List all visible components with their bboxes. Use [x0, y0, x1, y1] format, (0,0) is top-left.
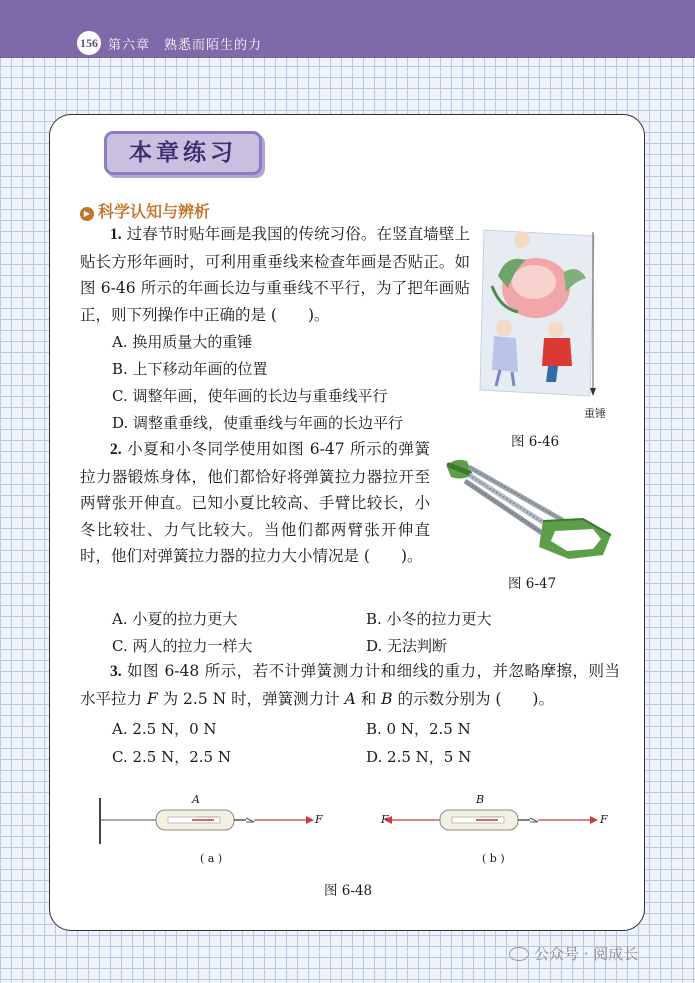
figure-6-47-caption: 图 6-47 [508, 576, 557, 592]
question-2 [80, 436, 430, 570]
q3-option-c: C. 2.5 N，2.5 N [112, 748, 231, 766]
wechat-icon [509, 947, 529, 961]
section-heading-text: 科学认知与辨析 [98, 202, 211, 221]
force-f-right-label: F [600, 813, 608, 826]
meter-b-symbol: B [381, 689, 393, 708]
q2-option-b: B. 小冬的拉力更大 [366, 610, 492, 628]
figure-6-48a-caption: ( a ) [200, 852, 223, 865]
spring-expander-image [443, 455, 621, 565]
question-3-text-3: 和 [355, 689, 382, 708]
play-icon: ▶ [80, 207, 94, 221]
plumb-bob-label: 重锤 [584, 407, 606, 420]
exercise-banner-title: 本章练习 [129, 140, 237, 166]
question-3-text-4: 的示数分别为 ( )。 [392, 689, 554, 708]
question-1-number: 1. [110, 226, 122, 243]
figure-6-48-caption: 图 6-48 [324, 883, 373, 899]
figure-6-48b-diagram [378, 796, 608, 846]
section-heading [80, 199, 210, 222]
watermark [509, 943, 638, 964]
q2-option-c: C. 两人的拉力一样大 [112, 637, 253, 655]
new-year-painting-image [478, 226, 600, 398]
figure-6-46-caption: 图 6-46 [511, 434, 560, 450]
q1-option-c: C. 调整年画，使年画的长边与重垂线平行 [112, 387, 388, 405]
figure-6-48b-caption: ( b ) [482, 852, 505, 865]
exercise-banner [104, 131, 262, 175]
watermark-text: 公众号 · 阅成长 [534, 945, 639, 963]
question-2-number: 2. [110, 441, 122, 458]
page-number: 156 [77, 31, 101, 55]
meter-b-label: B [476, 793, 485, 806]
force-symbol: F [146, 689, 158, 708]
meter-a-label: A [192, 793, 200, 806]
figure-6-48a-diagram [96, 796, 336, 846]
chapter-header-bar [0, 0, 695, 58]
force-f-label-a: F [315, 813, 323, 826]
q2-option-a: A. 小夏的拉力更大 [112, 610, 238, 628]
meter-a-symbol: A [344, 689, 356, 708]
question-3 [80, 658, 620, 712]
q2-option-d: D. 无法判断 [366, 637, 448, 655]
question-1-text: 过春节时贴年画是我国的传统习俗。在竖直墙壁上贴长方形年画时，可利用重垂线来检查年画是否贴正。如图 6-46 所示的年画长边与重垂线不平行，为了把年画贴正，则下列操作中正确的是 ( )。 [80, 225, 470, 324]
chapter-title: 第六章 熟悉而陌生的力 [108, 38, 263, 53]
question-2-text: 小夏和小冬同学使用如图 6-47 所示的弹簧拉力器锻炼身体，他们都恰好将弹簧拉力器拉开至两臂张开伸直。已知小夏比较高、手臂比较长，小冬比较壮、力气比较大。当他们都两臂张开伸直时，他们对弹簧拉力器的拉力大小情况是 ( )。 [80, 440, 430, 565]
q1-option-d: D. 调整重垂线，使重垂线与年画的长边平行 [112, 414, 404, 432]
q1-option-a: A. 换用质量大的重锤 [112, 333, 253, 351]
q3-option-d: D. 2.5 N，5 N [366, 748, 472, 766]
question-3-text-1: 如图 6-48 所示，若不计弹簧测力计和细线的重力，并忽略摩擦，则当水平拉力 [80, 662, 620, 708]
q3-option-b: B. 0 N，2.5 N [366, 720, 471, 738]
question-1 [80, 221, 470, 328]
q3-option-a: A. 2.5 N，0 N [112, 720, 217, 738]
question-3-number: 3. [110, 663, 122, 680]
force-f-left-label: F [381, 813, 389, 826]
question-3-text-2: 为 2.5 N 时，弹簧测力计 [157, 689, 345, 708]
q1-option-b: B. 上下移动年画的位置 [112, 360, 268, 378]
